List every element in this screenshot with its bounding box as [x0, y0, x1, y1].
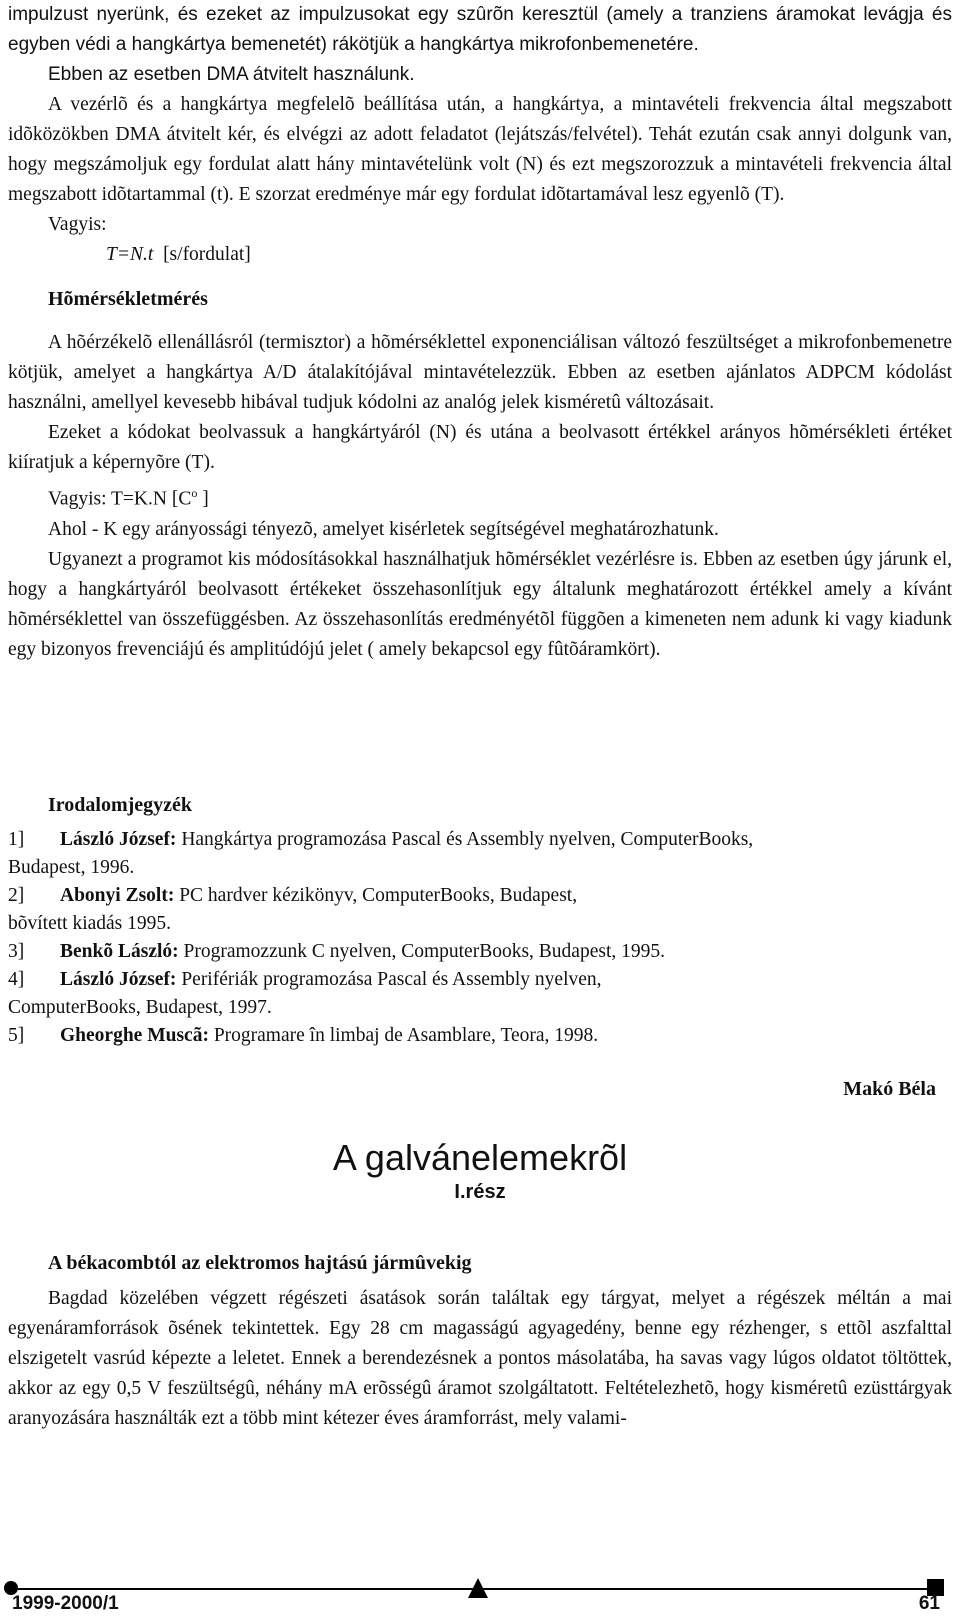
formula-unit: [s/fordulat] — [163, 244, 251, 265]
paragraph-impulzus: impulzust nyerünk, és ezeket az impulzusokat egy szûrõn keresztül (amely a tranziens áramokat levágja és egyben védi a hangkártya bemenetét) rákötjük a hangkártya mikrofonbemenetére. — [8, 4, 952, 55]
article1 — [8, 0, 952, 665]
page-footer — [0, 1576, 960, 1616]
reference-number: 5] — [8, 1025, 25, 1046]
paragraph-hoerzekelo: A hõérzékelõ ellenállásról (termisztor) a hõmérséklettel exponenciálisan változó feszültséget a mikrofonbemenetre kötjük, amelyet a hangkártya A/D átalakítójával mintavételezzük. Ebben az esetben ajánlatos ADPCM kódolást használni, amellyel kevesebb hibával tudjuk kódolni az analóg jelek kisméretû változásait. — [8, 332, 952, 413]
reference-text: Perifériák programozása Pascal és Assembly nyelven, — [176, 969, 602, 990]
references-section — [8, 790, 952, 1050]
reference-item — [8, 882, 952, 910]
formula-period — [48, 240, 952, 270]
paragraph-vezerlo: A vezérlõ és a hangkártya megfelelõ beállítása után, a hangkártya, a mintavételi frekvencia által megszabott idõközökben DMA átvitelt kér, és elvégzi az adott feladatot (lejátszás/felvétel). Tehát ezután csak annyi dolgunk van, hogy megszámoljuk egy fordulat alatt hány mintavételünk volt (N) és ezt megszorozzuk a mintavételi frekvencia által megszabott idõtartammal (t). E szorzat eredménye már egy fordulat idõtartamával lesz egyenlõ (T). — [8, 94, 952, 205]
reference-body — [60, 1022, 952, 1050]
article2-section-heading: A békacombtól az elektromos hajtású jármûvekig — [48, 1252, 472, 1274]
article2-header — [8, 1138, 952, 1206]
reference-continuation: bõvített kiadás 1995. — [8, 913, 172, 934]
paragraph-vezerles: Ugyanezt a programot kis módosításokkal használhatjuk hõmérséklet vezérlésre is. Ebben az esetben úgy járunk el, hogy a hangkártyáról beolvasott értékeket összehasonlítjuk egy általunk meghatározott értékkel amely a kívánt hõmérséklettel van összefüggésben. Az összehasonlítás eredményétõl függõen a kimeneten nem adunk ki vagy kiadunk egy bizonyos frevenciájú és amplitúdójú jelet ( amely bekapcsol egy fûtõáramkört). — [8, 548, 952, 660]
reference-continuation: Budapest, 1996. — [8, 857, 135, 878]
reference-number: 2] — [8, 885, 25, 906]
reference-text: PC hardver kézikönyv, ComputerBooks, Budapest, — [174, 885, 578, 906]
reference-item — [8, 826, 952, 854]
author-name: Makó Béla — [843, 1078, 936, 1100]
reference-author: László József: — [60, 969, 177, 990]
reference-body — [60, 826, 952, 854]
reference-number: 4] — [8, 969, 25, 990]
reference-number: 1] — [8, 829, 25, 850]
formula-expression: T=N.t — [106, 244, 154, 265]
reference-continuation: ComputerBooks, Budapest, 1997. — [8, 997, 272, 1018]
reference-number: 3] — [8, 941, 25, 962]
article-subtitle: I.rész — [454, 1181, 506, 1203]
reference-text: Hangkártya programozása Pascal és Assembly nyelven, ComputerBooks, — [176, 829, 754, 850]
reference-item — [8, 966, 952, 994]
formula-temperature-close: ] — [197, 488, 209, 510]
reference-author: László József: — [60, 829, 177, 850]
formula-temperature — [48, 478, 952, 515]
issue-label: 1999-2000/1 — [12, 1593, 119, 1614]
page-number: 61 — [918, 1593, 940, 1614]
references-heading: Irodalomjegyzék — [48, 794, 193, 816]
paragraph-dma: Ebben az esetben DMA átvitelt használunk. — [48, 64, 415, 85]
reference-text: Programare în limbaj de Asamblare, Teora, 1998. — [208, 1025, 599, 1046]
reference-text: Programozzunk C nyelven, ComputerBooks, Budapest, 1995. — [178, 941, 665, 962]
reference-body — [60, 938, 952, 966]
reference-item — [8, 1022, 952, 1050]
article2-body — [8, 1248, 952, 1434]
reference-author: Benkõ László: — [60, 941, 179, 962]
paragraph-bagdad: Bagdad közelében végzett régészeti ásatások során találtak egy tárgyat, melyet a régészek méltán a mai egyenáramforrások õsének tekintettek. Egy 28 cm magasságú agyagedény, benne egy rézhenger, s ettõl aszfalttal elszigetelt vasrúd képezte a leletet. Ennek a berendezésnek a pontos másolatába, ha savas vagy lúgos oldatot töltöttek, akkor az egy 0,5 V feszültségû, néhány mA erõsségû áramot szolgáltatott. Feltételezhetõ, hogy kisméretû ezüsttárgyak aranyozására használták ezt a több mint kétezer éves áramforrást, mely valami- — [8, 1288, 952, 1429]
ahol-definition: Ahol - K egy arányossági tényezõ, amelyet kisérletek segítségével meghatározhatunk. — [48, 518, 719, 540]
formula-temperature-text: Vagyis: T=K.N [C — [48, 488, 192, 510]
reference-author: Gheorghe Muscã: — [60, 1025, 209, 1046]
reference-author: Abonyi Zsolt: — [60, 885, 175, 906]
triangle-icon — [468, 1578, 488, 1598]
reference-body — [60, 966, 952, 994]
paragraph-kodok: Ezeket a kódokat beolvassuk a hangkártyáról (N) és utána a beolvasott értékkel arányos hõmérsékleti értéket kiíratjuk a képernyõre (T). — [8, 422, 952, 473]
reference-item — [8, 938, 952, 966]
references-list — [8, 826, 952, 1050]
vagyis-label-1: Vagyis: — [48, 214, 107, 235]
section-heading-homersekletmeres: Hõmérsékletmérés — [48, 288, 208, 310]
article-title: A galvánelemekrõl — [332, 1137, 628, 1178]
reference-body — [60, 882, 952, 910]
degree-superscript: o — [191, 486, 198, 500]
